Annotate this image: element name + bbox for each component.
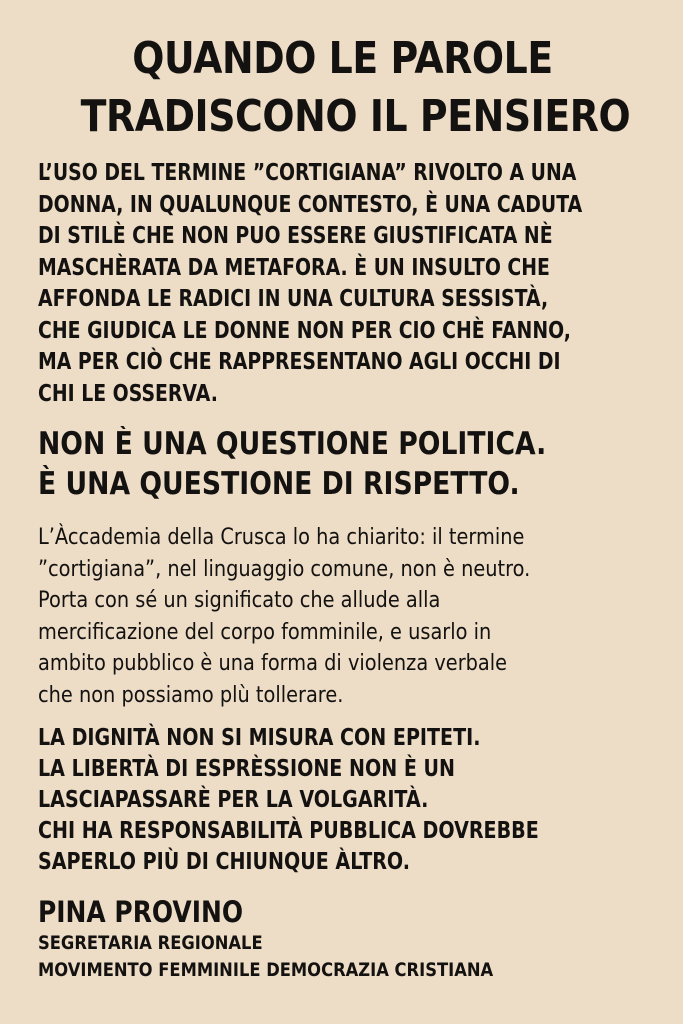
paragraph-line: MASCHÈRATA DA METAFORA. È UN INSULTO CHE	[38, 254, 550, 281]
paragraph-line: Porta con sé un significato che allude alla	[38, 587, 441, 613]
signature-name: PINA PROVINO	[38, 895, 244, 929]
paragraph-line: mercificazione del corpo fomminile, e usarlo in	[38, 618, 492, 645]
paragraph-line: DONNA, IN QUALUNQUE CONTESTO, È UNA CADUTA	[38, 191, 583, 218]
paragraph-line: AFFONDA LE RADICI IN UNA CULTURA SESSISTÀ,	[38, 286, 549, 312]
title-line: QUANDO LE PAROLE	[132, 33, 553, 84]
paragraph-line: CHE GIUDICA LE DONNE NON PER CIO CHÈ FANNO,	[38, 317, 571, 344]
headline	[38, 424, 562, 504]
paragraph-line: che non possiamo plù tollerare.	[38, 681, 344, 708]
signature-organization: MOVIMENTO FEMMINILE DEMOCRAZIA CRISTIANA	[38, 959, 494, 981]
paragraph-line: ambito pubblico è una forma di violenza verbale	[38, 650, 508, 676]
headline-line: NON È UNA QUESTIONE POLITICA.	[38, 426, 547, 462]
signature-block	[38, 894, 647, 984]
paragraph-line: CHI HA RESPONSABILITÀ PUBBLICA DOVREBBE	[38, 818, 539, 844]
paragraph-line: L’USO DEL TERMINE ”CORTIGIANA” RIVOLTO A UNA	[38, 160, 577, 186]
paragraph-line: DI STILÈ CHE NON PUO ESSERE GIUSTIFICATA NÈ	[38, 223, 553, 249]
closing-paragraph	[38, 723, 543, 878]
paragraph-line: MA PER CIÒ CHE RAPPRESENTANO AGLI OCCHI DI	[38, 349, 561, 375]
title-line: TRADISCONO IL PENSIERO	[80, 91, 631, 142]
paragraph-line: LA LIBERTÀ DI ESPRÈSSIONE NON È UN	[38, 756, 455, 782]
poster-title	[80, 30, 631, 146]
body-paragraph	[38, 522, 562, 711]
headline-line: È UNA QUESTIONE DI RISPETTO.	[38, 466, 520, 502]
paragraph-line: SAPERLO PIÙ DI CHIUNQUE ÀLTRO.	[38, 849, 410, 875]
paragraph-line: LASCIAPASSARÈ PER LA VOLGARITÀ.	[38, 787, 429, 813]
paragraph-line: ”cortigiana”, nel linguaggio comune, non è neutro.	[38, 555, 531, 582]
signature-role: SEGRETARIA REGIONALE	[38, 932, 263, 954]
paragraph-line: L’Àccademia della Crusca lo ha chiarito: il termine	[38, 524, 525, 550]
paragraph-line: CHI LE OSSERVA.	[38, 380, 218, 407]
intro-paragraph	[38, 158, 583, 410]
paragraph-line: LA DIGNITÀ NON SI MISURA CON EPITETI.	[38, 725, 481, 751]
